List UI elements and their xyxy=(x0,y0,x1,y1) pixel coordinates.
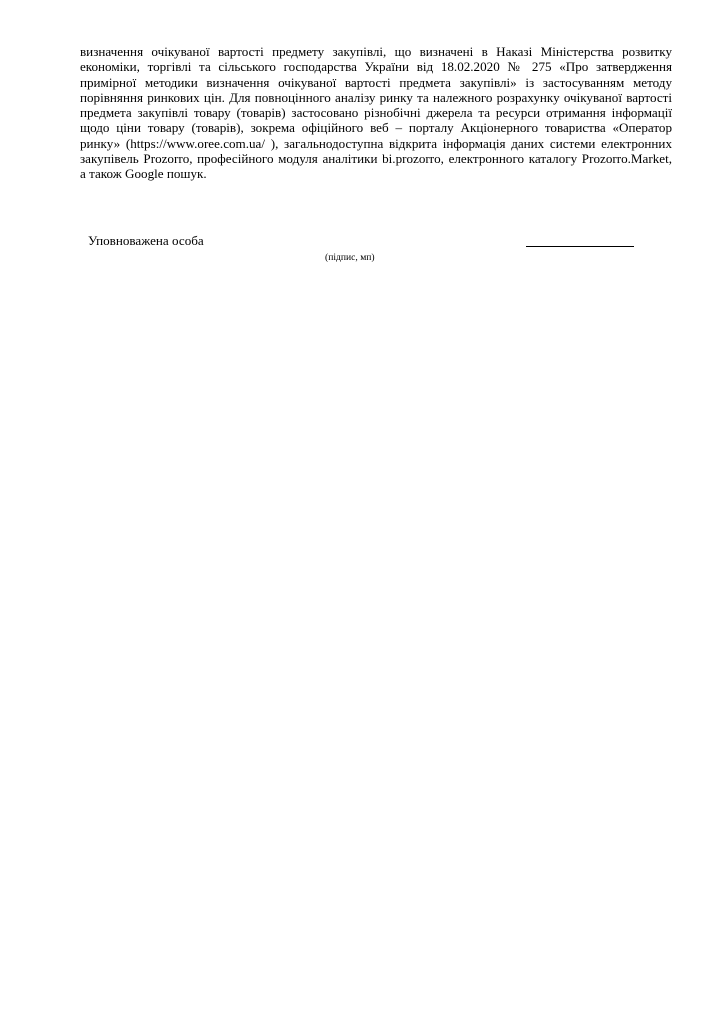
authorized-person-label: Уповноважена особа xyxy=(88,233,204,248)
signature-hint: (підпис, мп) xyxy=(325,252,375,263)
paragraph-line: предмета закупівлі товару (товарів) застосовано різнобічні джерела та ресурси отримання інформації xyxy=(80,105,672,121)
paragraph-line: закупівель Prozorro, професійного модуля аналітики bi.prozorro, електронного каталогу Prozorro.Market, xyxy=(80,151,672,167)
paragraph-line: примірної методики визначення очікуваної вартості предмета закупівлі» із застосуванням методу xyxy=(80,74,672,90)
paragraph-line: економіки, торгівлі та сільського господарства України від 18.02.2020 № 275 «Про затвердження xyxy=(80,59,672,75)
paragraph-line: порівняння ринкових цін. Для повноцінного аналізу ринку та належного розрахунку очікуваної вартості xyxy=(80,89,672,105)
signature-line xyxy=(526,246,634,247)
paragraph-line: щодо ціни товару (товарів), зокрема офіційного веб – порталу Акціонерного товариства «Оператор xyxy=(80,120,672,136)
body-paragraph xyxy=(80,44,672,182)
paragraph-line: визначення очікуваної вартості предмету закупівлі, що визначені в Наказі Міністерства розвитку xyxy=(80,44,672,59)
paragraph-line: ринку» (https://www.oree.com.ua/ ), загальнодоступна відкрита інформація даних системи електронних xyxy=(80,135,672,151)
paragraph-line: а також Google пошук. xyxy=(80,166,207,182)
